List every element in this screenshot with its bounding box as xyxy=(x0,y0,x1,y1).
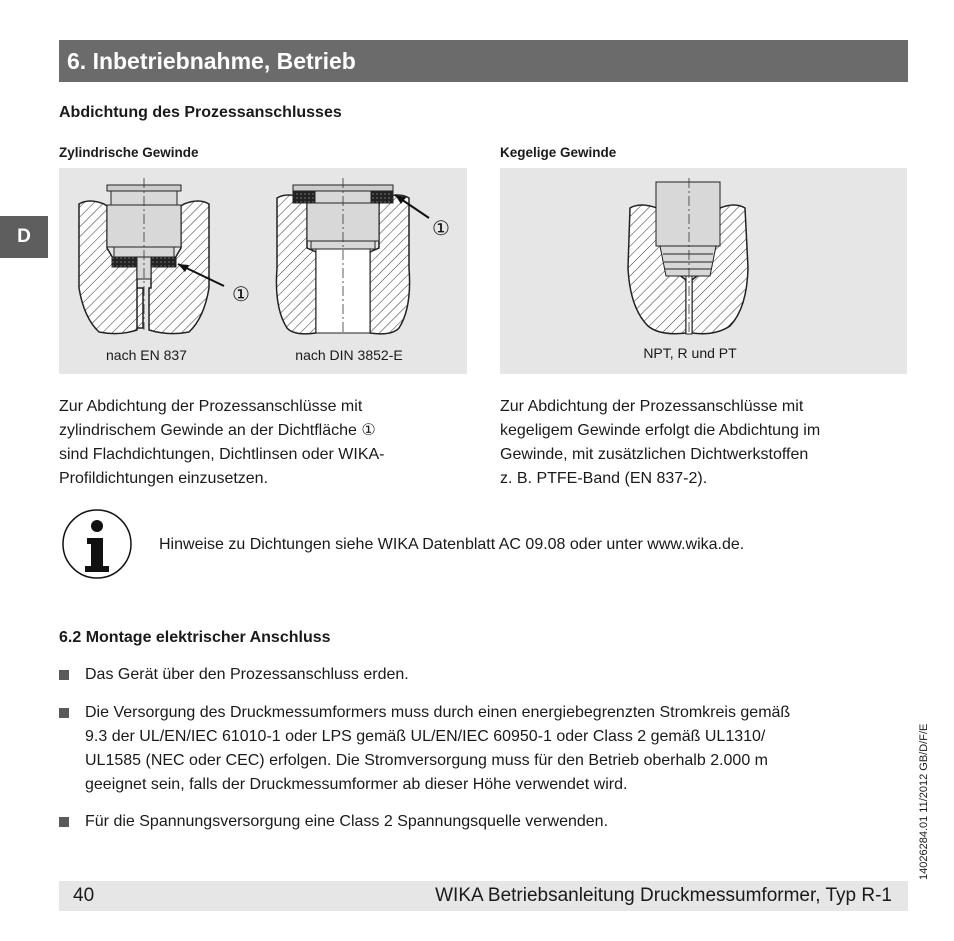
text-line: Gewinde, mit zusätzlichen Dichtwerkstoffen xyxy=(500,446,809,463)
bullet-marker xyxy=(59,817,69,827)
tapered-thread-drawing xyxy=(500,168,907,374)
bullet-line: Das Gerät über den Prozessanschluss erden. xyxy=(85,666,409,683)
seal-marker-2: ① xyxy=(432,216,450,240)
language-tab: D xyxy=(0,216,48,258)
text-line: zylindrischem Gewinde an der Dichtfläche ① xyxy=(59,422,376,439)
page-footer xyxy=(59,881,908,911)
cylindrical-thread-drawing xyxy=(59,168,467,374)
info-icon xyxy=(61,508,133,580)
cylindrical-thread-figure xyxy=(59,168,467,374)
bullet-item xyxy=(85,701,905,797)
seal-marker-1: ① xyxy=(232,282,250,306)
electrical-heading: 6.2 Montage elektrischer Anschluss xyxy=(59,629,331,646)
bullet-line: UL1585 (NEC oder CEC) erfolgen. Die Stromversorgung muss für den Betrieb oberhalb 2.000 m xyxy=(85,752,768,769)
bullet-item xyxy=(85,810,905,834)
en837-drawing xyxy=(79,178,224,334)
text-line: z. B. PTFE-Band (EN 837-2). xyxy=(500,470,708,487)
text-line: sind Flachdichtungen, Dichtlinsen oder WIKA- xyxy=(59,446,385,463)
tapered-thread-figure xyxy=(500,168,907,374)
sealing-heading: Abdichtung des Prozessanschlusses xyxy=(59,104,342,121)
bullet-line: geeignet sein, falls der Druckmessumformer ab dieser Höhe verwendet wird. xyxy=(85,776,628,793)
text-line: Zur Abdichtung der Prozessanschlüsse mit xyxy=(59,398,363,415)
document-code: 14026284.01 11/2012 GB/D/F/E xyxy=(918,723,930,880)
document-title: WIKA Betriebsanleitung Druckmessumformer, Typ R-1 xyxy=(435,885,892,906)
text-line: kegeligem Gewinde erfolgt die Abdichtung im xyxy=(500,422,821,439)
text-line: Profildichtungen einzusetzen. xyxy=(59,470,269,487)
cylindrical-description xyxy=(59,395,469,491)
tapered-subheading: Kegelige Gewinde xyxy=(500,145,617,160)
bullet-line: Die Versorgung des Druckmessumformers muss durch einen energiebegrenzten Stromkreis gemäß xyxy=(85,704,791,721)
text-line: Zur Abdichtung der Prozessanschlüsse mit xyxy=(500,398,804,415)
bullet-line: Für die Spannungsversorgung eine Class 2 Spannungsquelle verwenden. xyxy=(85,813,609,830)
bullet-item xyxy=(85,663,905,687)
note-text: Hinweise zu Dichtungen siehe WIKA Datenblatt AC 09.08 oder unter www.wika.de. xyxy=(159,536,745,553)
caption-npt: NPT, R und PT xyxy=(643,345,737,361)
page-number: 40 xyxy=(73,885,95,906)
bullet-marker xyxy=(59,708,69,718)
cylindrical-subheading: Zylindrische Gewinde xyxy=(59,145,199,160)
bullet-marker xyxy=(59,670,69,680)
caption-en837: nach EN 837 xyxy=(106,347,187,363)
caption-din3852: nach DIN 3852-E xyxy=(295,347,403,363)
tapered-description xyxy=(500,395,907,491)
bullet-line: 9.3 der UL/EN/IEC 61010-1 oder LPS gemäß UL/EN/IEC 60950-1 oder Class 2 gemäß UL1310/ xyxy=(85,728,766,745)
din3852-drawing xyxy=(276,178,429,334)
section-title: 6. Inbetriebnahme, Betrieb xyxy=(59,40,908,82)
